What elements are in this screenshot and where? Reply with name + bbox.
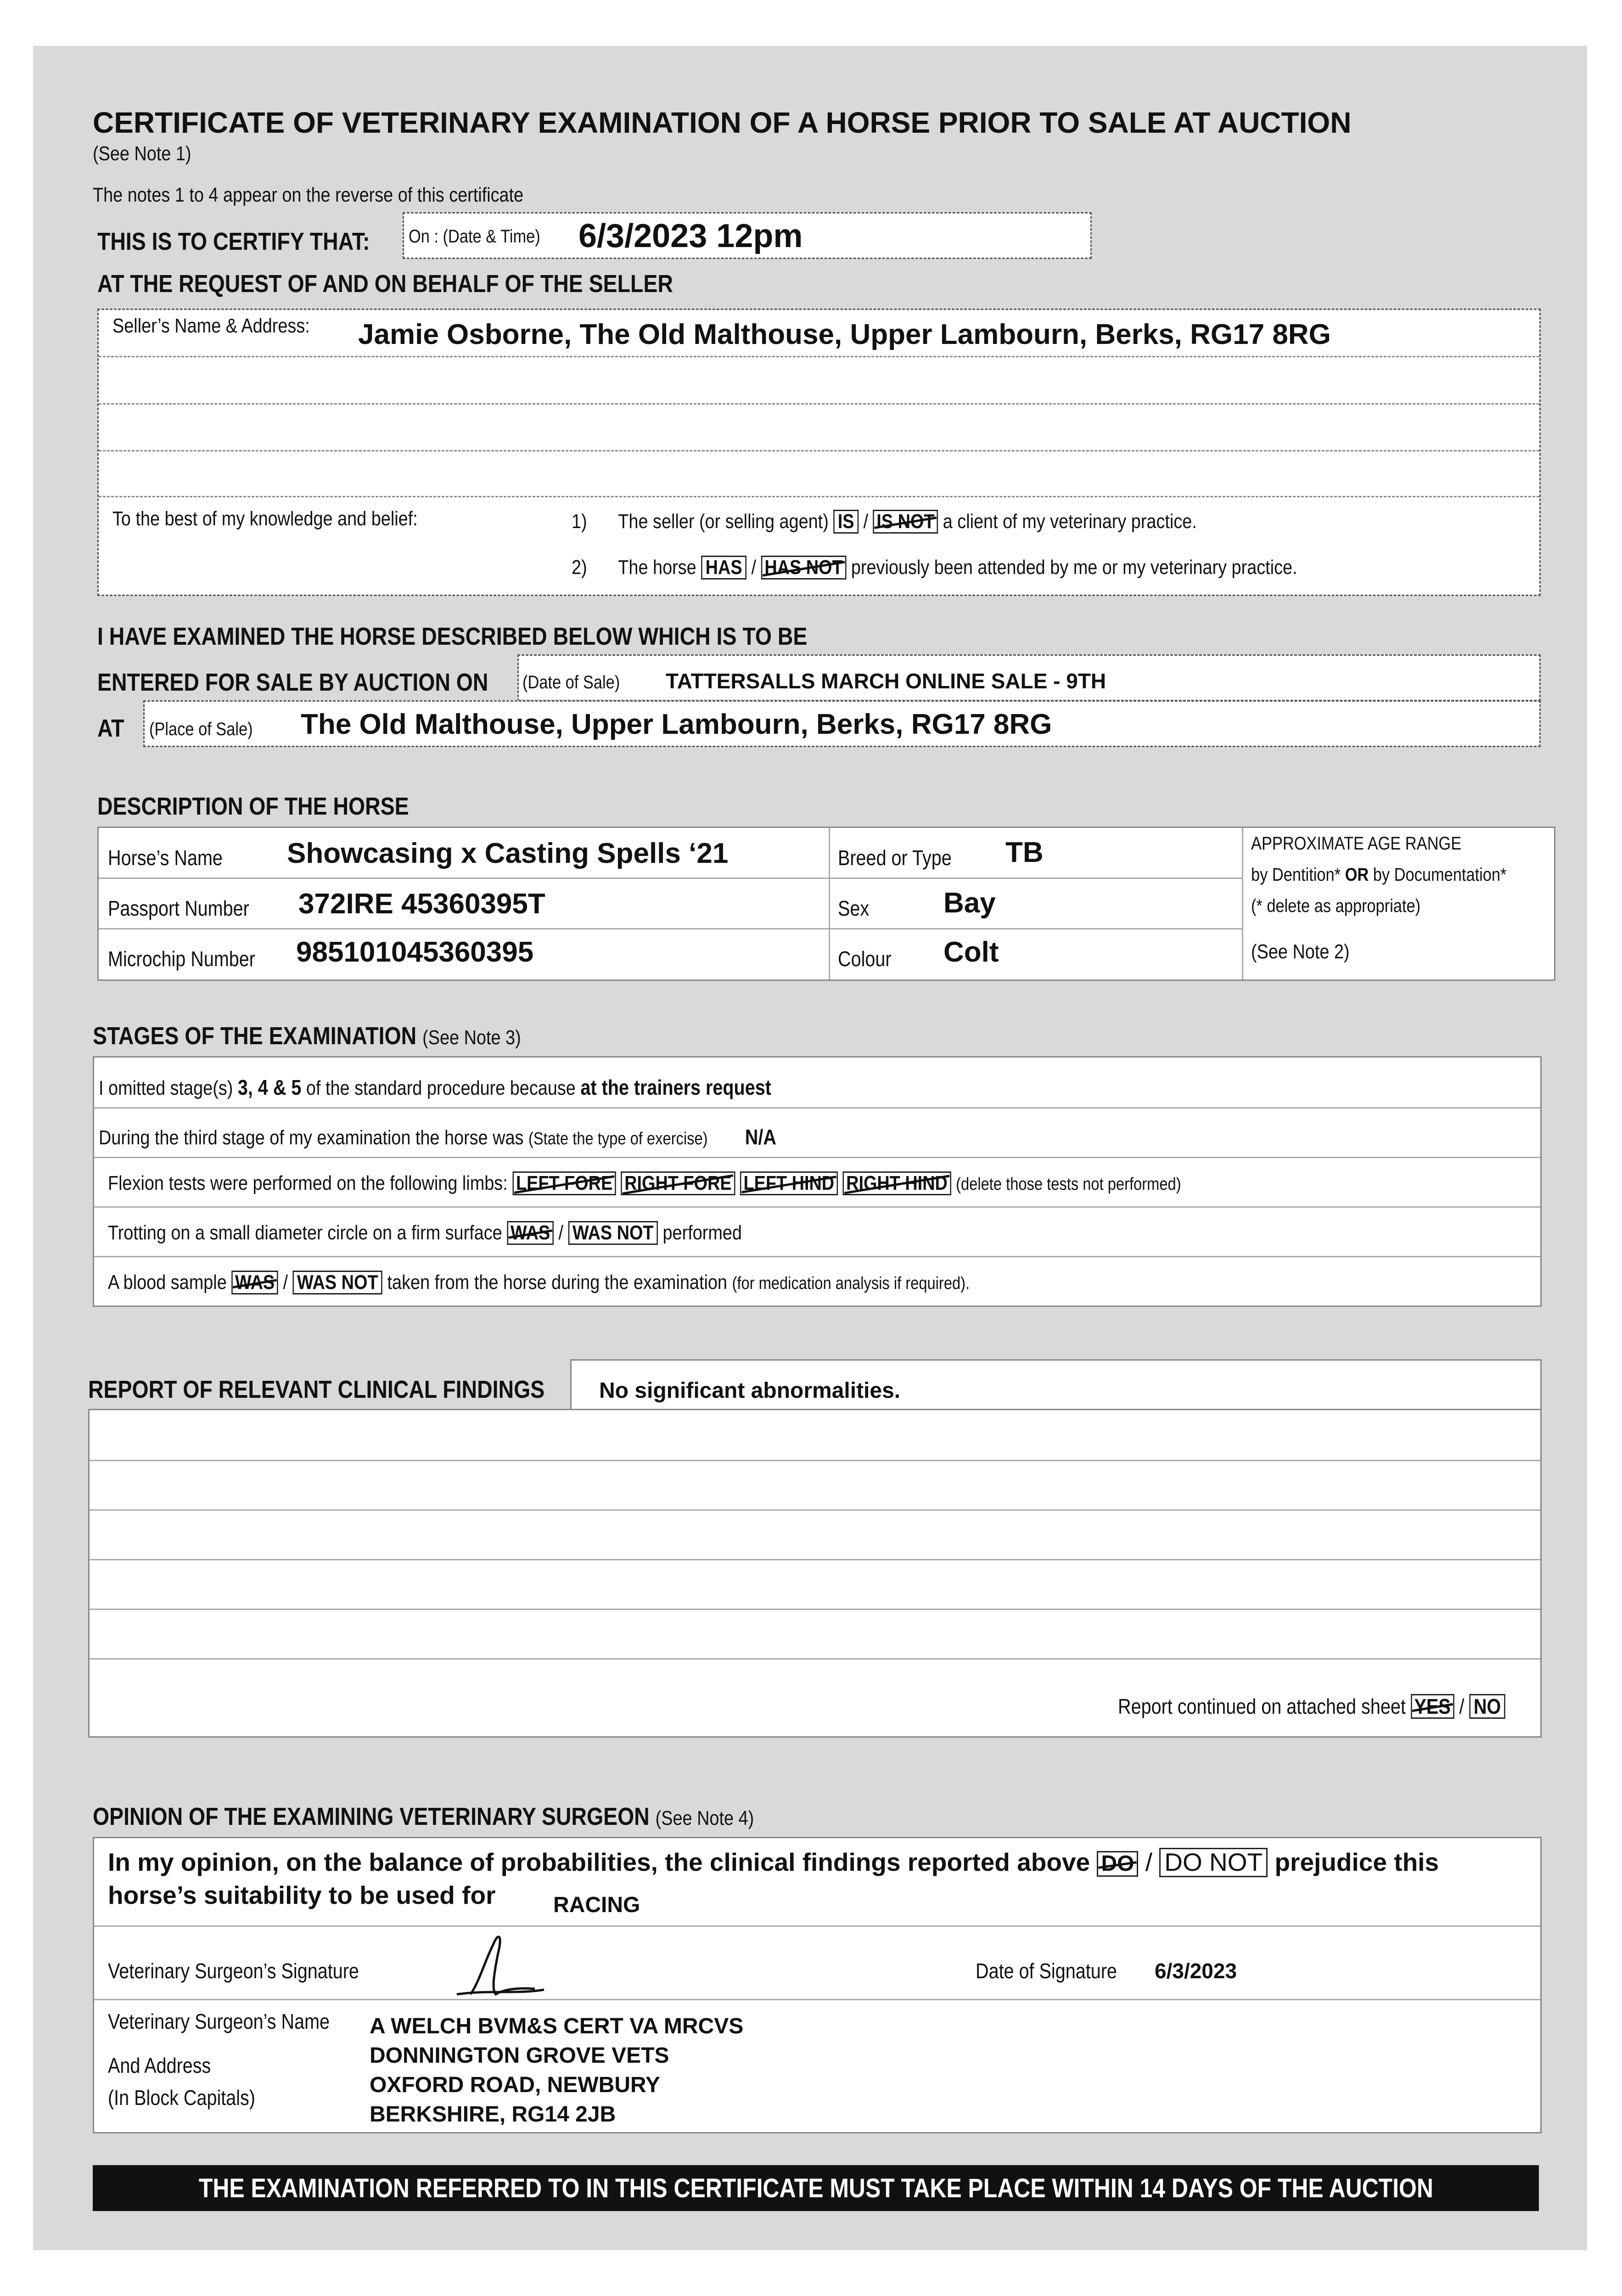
divider [1242,828,1243,979]
omitted-mid: of the standard procedure because [306,1077,576,1099]
omitted-reason-value[interactable]: at the trainers request [580,1075,771,1099]
passport-label: Passport Number [108,896,249,920]
divider [90,1460,1540,1461]
third-stage-label: During the third stage of my examination the horse was [99,1126,524,1149]
trotting-row [108,1221,742,1245]
sale-place-field[interactable] [143,700,1541,747]
signature-mark [452,1925,617,1999]
omitted-stages-value[interactable]: 3, 4 & 5 [237,1075,302,1099]
see-note-1: (See Note 1) [93,142,191,165]
sale-date-field[interactable] [517,654,1541,701]
divider [90,1609,1540,1610]
trotting-label: Trotting on a small diameter circle on a firm surface [108,1221,502,1244]
omitted-row [99,1075,771,1100]
address-line: DONNINGTON GROVE VETS [370,2043,669,2068]
divider [94,1999,1540,2000]
q1-number: 1) [572,510,587,533]
footer-banner-text: THE EXAMINATION REFERRED TO IN THIS CERTIFICATE MUST TAKE PLACE WITHIN 14 DAYS OF THE AUCTION [198,2173,1433,2203]
place-of-sale-label: (Place of Sale) [149,719,253,739]
notes-line: The notes 1 to 4 appear on the reverse of this certificate [93,184,524,206]
divider [94,1157,1540,1158]
seller-label: Seller’s Name & Address: [112,315,310,337]
findings-value[interactable]: No significant abnormalities. [599,1379,901,1403]
examined-heading: I HAVE EXAMINED THE HORSE DESCRIBED BELOW WHICH IS TO BE [97,623,808,650]
q2-text: The horse [618,556,696,579]
continued-separator: / [1459,1694,1465,1718]
continued-no-option[interactable]: NO [1469,1694,1505,1719]
microchip-value[interactable]: 985101045360395 [296,936,534,968]
date-of-sale-value: TATTERSALLS MARCH ONLINE SALE - 9TH [666,669,1106,693]
sex-label: Sex [838,896,870,920]
on-date-value: 6/3/2023 12pm [578,218,803,254]
stages-table [93,1056,1542,1307]
divider [90,1658,1540,1660]
flexion-label: Flexion tests were performed on the following limbs: [108,1172,508,1194]
is-not-option-struck[interactable]: IS NOT [873,510,938,534]
omitted-label: I omitted stage(s) [99,1077,233,1099]
date-of-signature-label: Date of Signature [976,1959,1117,1983]
opinion-line-1 [108,1847,1439,1877]
age-delete-note: (* delete as appropriate) [1251,896,1421,916]
q1-text: The seller (or selling agent) [618,510,829,533]
blood-label: A blood sample [108,1271,227,1294]
opinion-title: OPINION OF THE EXAMINING VETERINARY SURGEON [93,1803,650,1830]
microchip-label: Microchip Number [108,947,255,971]
footer-banner [93,2165,1539,2211]
opinion-box [93,1837,1542,2133]
has-not-option-struck[interactable]: HAS NOT [761,556,847,580]
attended-statement [572,556,1297,580]
opinion-text: In my opinion, on the balance of probabilities, the clinical findings reported above [108,1848,1090,1876]
flexion-right-fore-struck[interactable]: RIGHT FORE [621,1171,735,1195]
q2-number: 2) [572,556,587,579]
continued-label: Report continued on attached sheet [1118,1694,1406,1718]
age-title: APPROXIMATE AGE RANGE [1251,833,1462,854]
divider [99,878,1242,879]
on-date-label: On : (Date & Time) [409,226,540,247]
age-method [1251,865,1506,885]
divider [90,1559,1540,1560]
place-of-sale-value: The Old Malthouse, Upper Lambourn, Berks, RG17 8RG [301,709,1052,740]
opinion-do-not-option[interactable]: DO NOT [1159,1848,1268,1877]
opinion-line-2: horse’s suitability to be used for [108,1881,496,1909]
seller-line [99,496,1539,497]
blood-row [108,1271,970,1294]
trot-was-option-struck[interactable]: WAS [507,1221,554,1245]
flexion-left-fore-struck[interactable]: LEFT FORE [512,1171,616,1195]
certificate-title: CERTIFICATE OF VETERINARY EXAMINATION OF A HORSE PRIOR TO SALE AT AUCTION [93,106,1352,139]
certify-label: THIS IS TO CERTIFY THAT: [97,228,370,255]
signature-label: Veterinary Surgeon’s Signature [108,1959,359,1983]
on-date-field[interactable] [403,212,1092,259]
blood-post: taken from the horse during the examination [387,1271,727,1294]
flexion-note: (delete those tests not performed) [956,1175,1181,1194]
colour-label: Colour [838,947,892,971]
findings-first-line [570,1359,1542,1410]
divider [94,1107,1540,1109]
continued-row [1118,1694,1505,1719]
flexion-row [108,1171,1181,1195]
breed-value[interactable]: TB [1005,837,1044,868]
address-line: OXFORD ROAD, NEWBURY [370,2073,660,2097]
surgeon-name-label: Veterinary Surgeon’s Name [108,2009,330,2033]
q1-post: a client of my veterinary practice. [943,510,1197,533]
date-of-sale-label: (Date of Sale) [522,672,620,692]
seller-request-heading: AT THE REQUEST OF AND ON BEHALF OF THE SELLER [97,270,673,298]
opinion-note: (See Note 4) [655,1807,754,1829]
stages-title: STAGES OF THE EXAMINATION [93,1022,417,1050]
third-stage-row [99,1125,776,1149]
age-documentation: by Documentation* [1373,865,1507,885]
surgeon-address-label: And Address [108,2054,211,2077]
date-of-signature-value[interactable]: 6/3/2023 [1155,1959,1237,1983]
belief-label: To the best of my knowledge and belief: [112,507,418,530]
divider [94,1206,1540,1208]
at-label: AT [97,715,124,742]
q2-post: previously been attended by me or my veterinary practice. [851,556,1297,579]
blood-separator: / [283,1271,288,1294]
address-line: A WELCH BVM&S CERT VA MRCVS [370,2014,744,2038]
surgeon-address-block[interactable] [370,2012,743,2129]
opinion-do-struck[interactable]: DO [1097,1851,1138,1877]
q1-separator: / [863,510,869,533]
opinion-separator: / [1145,1848,1152,1876]
opinion-text-post: prejudice this [1274,1848,1439,1876]
trot-was-not-option[interactable]: WAS NOT [568,1221,658,1245]
seller-line [99,450,1539,451]
findings-heading: REPORT OF RELEVANT CLINICAL FINDINGS [88,1376,545,1403]
seller-box [97,309,1541,596]
certificate-sheet [33,46,1587,2250]
horse-table [97,827,1555,981]
breed-label: Breed or Type [838,846,952,870]
stages-heading [93,1022,521,1050]
q2-separator: / [751,556,757,579]
blood-was-option-struck[interactable]: WAS [231,1271,278,1294]
divider [99,928,1242,929]
blood-was-not-option[interactable]: WAS NOT [293,1271,383,1294]
seller-value[interactable]: Jamie Osborne, The Old Malthouse, Upper Lambourn, Berks, RG17 8RG [358,319,1331,350]
seller-line [99,356,1539,357]
findings-box [88,1409,1542,1738]
blood-note: (for medication analysis if required). [732,1274,970,1293]
third-stage-note: (State the type of exercise) [528,1129,708,1148]
block-capitals-label: (In Block Capitals) [108,2086,255,2110]
colour-value[interactable]: Colt [943,936,999,968]
opinion-use-value[interactable]: RACING [553,1893,640,1917]
client-statement [572,510,1197,534]
divider [90,1509,1540,1511]
divider [829,828,830,979]
age-dentition: by Dentition* [1251,865,1341,885]
passport-value[interactable]: 372IRE 45360395T [298,888,545,920]
has-option[interactable]: HAS [701,556,746,580]
is-option[interactable]: IS [833,510,859,534]
trotting-post: performed [662,1221,742,1244]
third-stage-value[interactable]: N/A [745,1125,776,1149]
divider [94,1925,1540,1927]
stages-note: (See Note 3) [422,1026,521,1049]
age-or: OR [1345,865,1369,885]
trot-separator: / [558,1221,563,1244]
horse-name-label: Horse’s Name [108,846,223,870]
address-line: BERKSHIRE, RG14 2JB [370,2102,616,2127]
divider [94,1256,1540,1257]
horse-name-value[interactable]: Showcasing x Casting Spells ‘21 [287,838,729,869]
flexion-right-hind-struck[interactable]: RIGHT HIND [842,1171,951,1195]
opinion-heading [93,1802,754,1831]
flexion-left-hind-struck[interactable]: LEFT HIND [740,1171,838,1195]
sex-value[interactable]: Bay [943,887,996,919]
age-see-note: (See Note 2) [1251,940,1350,963]
continued-yes-struck[interactable]: YES [1411,1694,1454,1719]
seller-line [99,403,1539,405]
horse-heading: DESCRIPTION OF THE HORSE [97,793,409,820]
auction-heading: ENTERED FOR SALE BY AUCTION ON [97,669,488,696]
